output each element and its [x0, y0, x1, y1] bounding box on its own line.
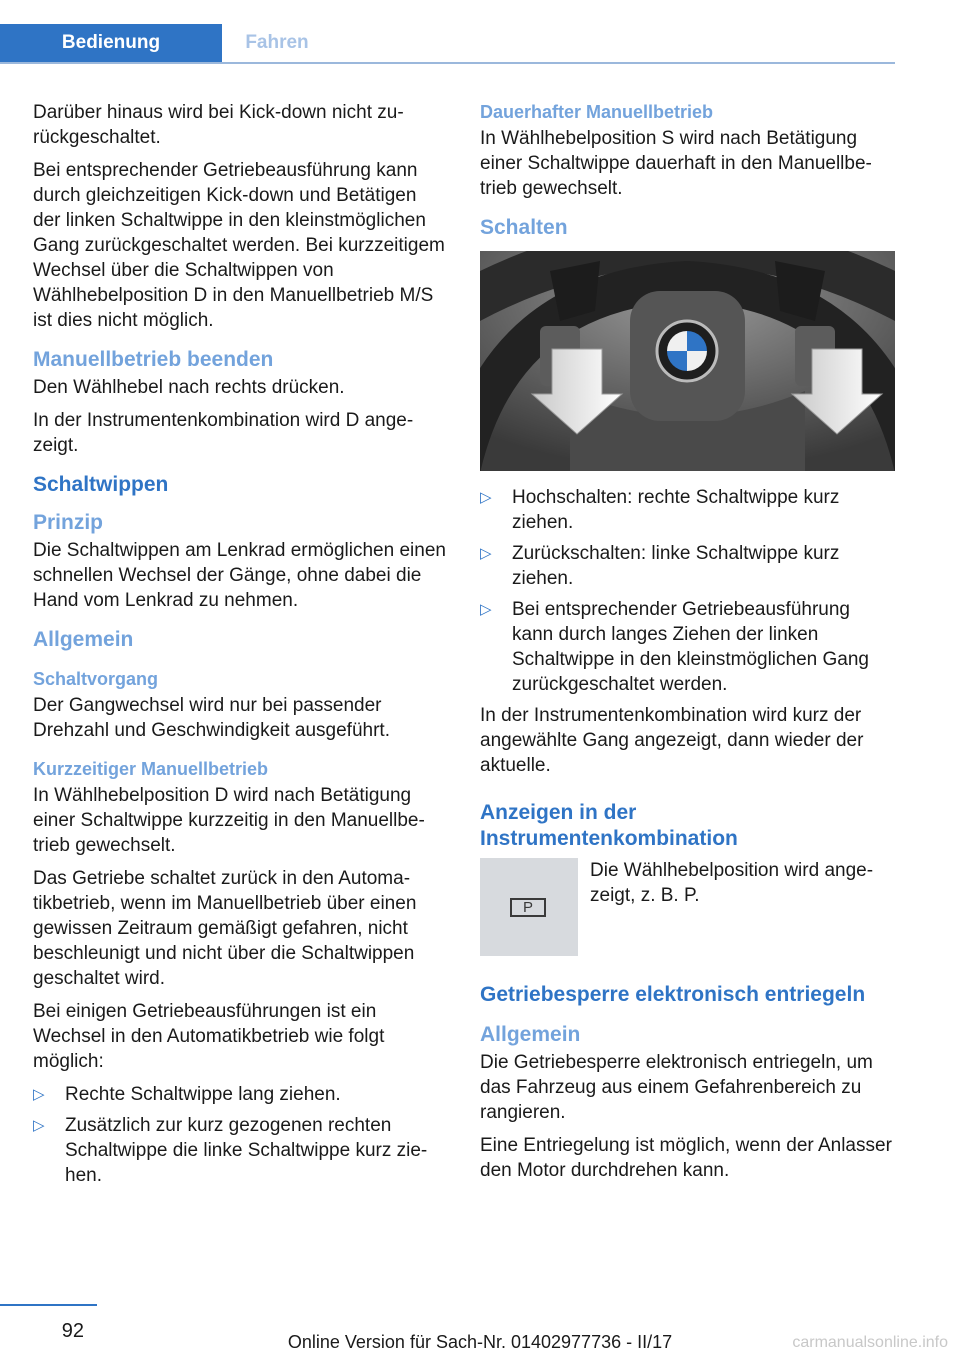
right-column	[480, 100, 895, 1191]
bullet-list	[33, 1082, 448, 1188]
paragraph: Den Wählhebel nach rechts drücken.	[33, 377, 345, 398]
paragraph: Das Getriebe schaltet zurück in den Automatikbetrieb, wenn im Manuellbetrieb über einen gewissen Zeitraum gemäßigt gefahren, nicht beschleunigt und nicht über die Schaltwippen geschaltet wird.	[33, 868, 417, 989]
paragraph: Die Getriebesperre elektronisch entriegeln, um das Fahrzeug aus einem Gefahrenbereich zu rangieren.	[480, 1052, 873, 1123]
heading-shift-paddles: Schaltwippen	[33, 473, 169, 496]
paragraph: Darüber hinaus wird bei Kick-down nicht zurückgeschaltet.	[33, 102, 404, 148]
paragraph: Bei einigen Getriebeausführungen ist ein Wechsel in den Automatikbetrieb wie folgt möglich:	[33, 1001, 385, 1072]
watermark: carmanualsonline.info	[792, 1334, 948, 1351]
list-item: ▷ Zurückschalten: linke Schaltwippe kurz ziehen.	[480, 543, 840, 589]
heading-shifting: Schalten	[480, 216, 568, 239]
list-item: ▷ Zusätzlich zur kurz gezogenen rechten Schaltwippe die linke Schaltwippe kurz ziehen.	[33, 1115, 428, 1186]
footer-divider	[0, 1304, 97, 1306]
heading-manual-end: Manuellbetrieb beenden	[33, 348, 274, 371]
heading-principle: Prinzip	[33, 511, 104, 534]
heading-temp-manual: Kurzzeitiger Manuellbetrieb	[33, 759, 269, 779]
triangle-bullet-icon: ▷	[480, 489, 492, 506]
triangle-bullet-icon: ▷	[480, 601, 492, 618]
bullet-list	[480, 485, 895, 697]
paragraph: Die Schaltwippen am Lenkrad ermöglichen einen schnellen Wechsel der Gänge, ohne dabei die Hand vom Lenkrad zu nehmen.	[33, 540, 446, 611]
paragraph: In Wählhebelposition D wird nach Betätigung einer Schaltwippe kurzzeitig in den Manuellbetrieb gewechselt.	[33, 785, 425, 856]
list-item: ▷ Rechte Schaltwippe lang ziehen.	[33, 1084, 341, 1105]
list-item: ▷ Bei entsprechender Getriebeausführung kann durch langes Ziehen der linken Schaltwippe in den kleinstmöglichen Gang zurückgeschaltet werden.	[480, 599, 869, 695]
heading-shift-process: Schaltvorgang	[33, 669, 159, 689]
gear-indicator: P	[510, 898, 546, 917]
heading-permanent-manual: Dauerhafter Manuellbetrieb	[480, 102, 714, 122]
left-column	[33, 100, 448, 1194]
heading-unlock: Getriebesperre elektronisch entriegeln	[480, 983, 866, 1006]
tab-bedienung[interactable]: Bedienung	[0, 24, 222, 62]
page-number: 92	[61, 1320, 84, 1342]
paragraph: Der Gangwechsel wird nur bei passender Drehzahl und Geschwindigkeit ausgeführt.	[33, 695, 390, 741]
heading-display: Anzeigen in der Instrumentenkombination	[480, 801, 738, 850]
steering-wheel-image	[480, 251, 895, 471]
paragraph: In Wählhebelposition S wird nach Betätigung einer Schaltwippe dauerhaft in den Manuellbetrieb gewechselt.	[480, 128, 872, 199]
gear-display-image	[480, 858, 578, 956]
gear-display-block	[480, 858, 895, 956]
tab-fahren[interactable]: Fahren	[245, 32, 309, 53]
list-item: ▷ Hochschalten: rechte Schaltwippe kurz ziehen.	[480, 487, 840, 533]
paragraph: Bei entsprechender Getriebeausführung kann durch gleichzeitigen Kick-down und Betätigen der linken Schaltwippe in den kleinstmöglichen Gang zurückgeschaltet werden. Bei kurzzeitigem Wechsel über die Schaltwippen von Wählhebelposition D in den Manuellbetrieb M/S ist dies nicht möglich.	[33, 160, 445, 331]
heading-general: Allgemein	[33, 628, 134, 651]
footer-version-text: Online Version für Sach-Nr. 01402977736 - II/17	[287, 1332, 673, 1352]
paragraph: In der Instrumentenkombination wird kurz der angewählte Gang angezeigt, dann wieder der aktuelle.	[480, 705, 864, 776]
header-tabbar	[0, 24, 895, 64]
triangle-bullet-icon: ▷	[33, 1086, 45, 1103]
paragraph: In der Instrumentenkombination wird D angezeigt.	[33, 410, 414, 456]
paragraph: Die Wählhebelposition wird angezeigt, z. B. P.	[590, 860, 874, 906]
triangle-bullet-icon: ▷	[33, 1117, 45, 1134]
triangle-bullet-icon: ▷	[480, 545, 492, 562]
paragraph: Eine Entriegelung ist möglich, wenn der Anlasser den Motor durchdrehen kann.	[480, 1135, 892, 1181]
heading-general-right: Allgemein	[480, 1023, 581, 1046]
